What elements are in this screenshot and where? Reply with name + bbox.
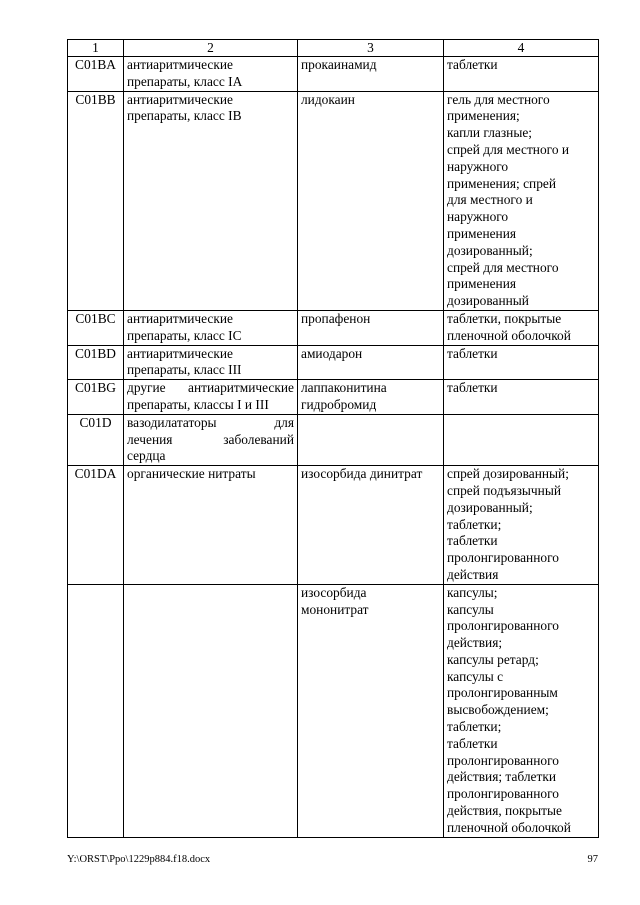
form-line: наружного bbox=[447, 158, 509, 174]
form-line: применения bbox=[447, 225, 517, 241]
atc-code-cell: C01BG bbox=[68, 380, 124, 415]
group-line: антиаритмические bbox=[127, 310, 233, 326]
name-line: пропафенон bbox=[301, 310, 371, 326]
name-line: прокаинамид bbox=[301, 57, 377, 72]
group-cell bbox=[124, 380, 298, 415]
table-row bbox=[68, 345, 599, 380]
form-line: применения; спрей bbox=[447, 175, 557, 191]
table-row bbox=[68, 91, 599, 310]
name-cell bbox=[298, 57, 444, 92]
form-line: спрей дозированный; bbox=[447, 466, 569, 482]
form-line: пролонгированного bbox=[447, 550, 559, 566]
form-line: наружного bbox=[447, 209, 509, 225]
form-line: дозированный bbox=[447, 293, 529, 309]
form-cell bbox=[444, 345, 599, 380]
group-line: препараты, классы I и III bbox=[127, 396, 269, 412]
form-line: таблетки; bbox=[447, 516, 502, 532]
form-line: действия, покрытые bbox=[447, 803, 562, 819]
form-line: спрей для местного и bbox=[447, 141, 570, 157]
group-line: препараты, класс IB bbox=[127, 108, 242, 124]
group-line: антиаритмические bbox=[127, 57, 233, 72]
atc-code-cell: C01BA bbox=[68, 57, 124, 92]
name-line: лидокаин bbox=[301, 91, 355, 107]
column-header-3: 3 bbox=[298, 40, 444, 57]
form-line: капсулы; bbox=[447, 584, 498, 600]
form-cell bbox=[444, 584, 599, 837]
form-cell bbox=[444, 414, 599, 465]
group-line: сердца bbox=[127, 448, 166, 464]
form-line: для местного и bbox=[447, 192, 533, 208]
group-cell bbox=[124, 584, 298, 837]
form-line: таблетки bbox=[447, 735, 498, 751]
form-line: таблетки bbox=[447, 380, 498, 396]
group-line: вазодилататоры для bbox=[127, 414, 294, 430]
group-line: органические нитраты bbox=[127, 466, 256, 482]
atc-code-cell: C01BD bbox=[68, 345, 124, 380]
table-row bbox=[68, 414, 599, 465]
drug-table bbox=[67, 39, 599, 838]
form-line: таблетки bbox=[447, 345, 498, 361]
form-line: спрей для местного bbox=[447, 259, 559, 275]
group-cell bbox=[124, 91, 298, 310]
name-line: изосорбида динитрат bbox=[301, 466, 423, 482]
name-cell bbox=[298, 414, 444, 465]
name-cell bbox=[298, 380, 444, 415]
group-cell bbox=[124, 345, 298, 380]
form-line: пленочной оболочкой bbox=[447, 327, 571, 343]
form-line: высвобождением; bbox=[447, 702, 549, 718]
atc-code-cell: C01BC bbox=[68, 310, 124, 345]
form-line: капсулы bbox=[447, 601, 494, 617]
name-line: изосорбида bbox=[301, 584, 367, 600]
form-cell bbox=[444, 91, 599, 310]
atc-code-cell bbox=[68, 584, 124, 837]
form-line: таблетки bbox=[447, 57, 498, 72]
name-line: лаппаконитина bbox=[301, 380, 387, 396]
group-line: антиаритмические bbox=[127, 345, 233, 361]
group-cell bbox=[124, 57, 298, 92]
table-row bbox=[68, 466, 599, 585]
form-cell bbox=[444, 310, 599, 345]
form-cell bbox=[444, 380, 599, 415]
column-header-2: 2 bbox=[124, 40, 298, 57]
form-line: дозированный; bbox=[447, 242, 533, 258]
form-line: дозированный; bbox=[447, 499, 533, 515]
column-header-1: 1 bbox=[68, 40, 124, 57]
name-line: гидробромид bbox=[301, 396, 377, 412]
header-row bbox=[68, 40, 599, 57]
form-line: капсулы с bbox=[447, 668, 504, 684]
form-line: действия bbox=[447, 566, 499, 582]
column-header-4: 4 bbox=[444, 40, 599, 57]
footer-page-number: 97 bbox=[587, 854, 598, 865]
group-line: лечения заболеваний bbox=[127, 431, 294, 447]
form-line: спрей подъязычный bbox=[447, 482, 561, 498]
form-line: действия; таблетки bbox=[447, 769, 557, 785]
form-cell bbox=[444, 57, 599, 92]
table-row bbox=[68, 584, 599, 837]
name-cell bbox=[298, 91, 444, 310]
form-line: пролонгированного bbox=[447, 752, 559, 768]
table-row bbox=[68, 310, 599, 345]
group-line: препараты, класс IA bbox=[127, 73, 243, 89]
name-line: мононитрат bbox=[301, 601, 369, 617]
name-cell bbox=[298, 584, 444, 837]
form-line: таблетки, покрытые bbox=[447, 310, 562, 326]
group-line: другие антиаритмические bbox=[127, 380, 294, 396]
form-line: капсулы ретард; bbox=[447, 651, 539, 667]
form-line: таблетки; bbox=[447, 719, 502, 735]
group-cell bbox=[124, 310, 298, 345]
group-line: антиаритмические bbox=[127, 91, 233, 107]
footer-file-path: Y:\ORST\Ppo\1229p884.f18.docx bbox=[67, 854, 211, 865]
form-line: действия; bbox=[447, 635, 503, 651]
name-cell bbox=[298, 310, 444, 345]
group-cell bbox=[124, 414, 298, 465]
name-cell bbox=[298, 466, 444, 585]
atc-code-cell: C01BB bbox=[68, 91, 124, 310]
form-line: пролонгированного bbox=[447, 618, 559, 634]
group-cell bbox=[124, 466, 298, 585]
atc-code-cell: C01DA bbox=[68, 466, 124, 585]
name-line: амиодарон bbox=[301, 345, 363, 361]
form-line: пролонгированного bbox=[447, 786, 559, 802]
form-line: гель для местного bbox=[447, 91, 550, 107]
group-line: препараты, класс III bbox=[127, 362, 242, 378]
form-cell bbox=[444, 466, 599, 585]
form-line: пролонгированным bbox=[447, 685, 558, 701]
group-line: препараты, класс IC bbox=[127, 327, 242, 343]
form-line: пленочной оболочкой bbox=[447, 819, 571, 835]
atc-code-cell: C01D bbox=[68, 414, 124, 465]
table-row bbox=[68, 380, 599, 415]
form-line: таблетки bbox=[447, 533, 498, 549]
form-line: применения; bbox=[447, 108, 520, 124]
name-cell bbox=[298, 345, 444, 380]
form-line: капли глазные; bbox=[447, 125, 532, 141]
form-line: применения bbox=[447, 276, 517, 292]
table-row bbox=[68, 57, 599, 92]
